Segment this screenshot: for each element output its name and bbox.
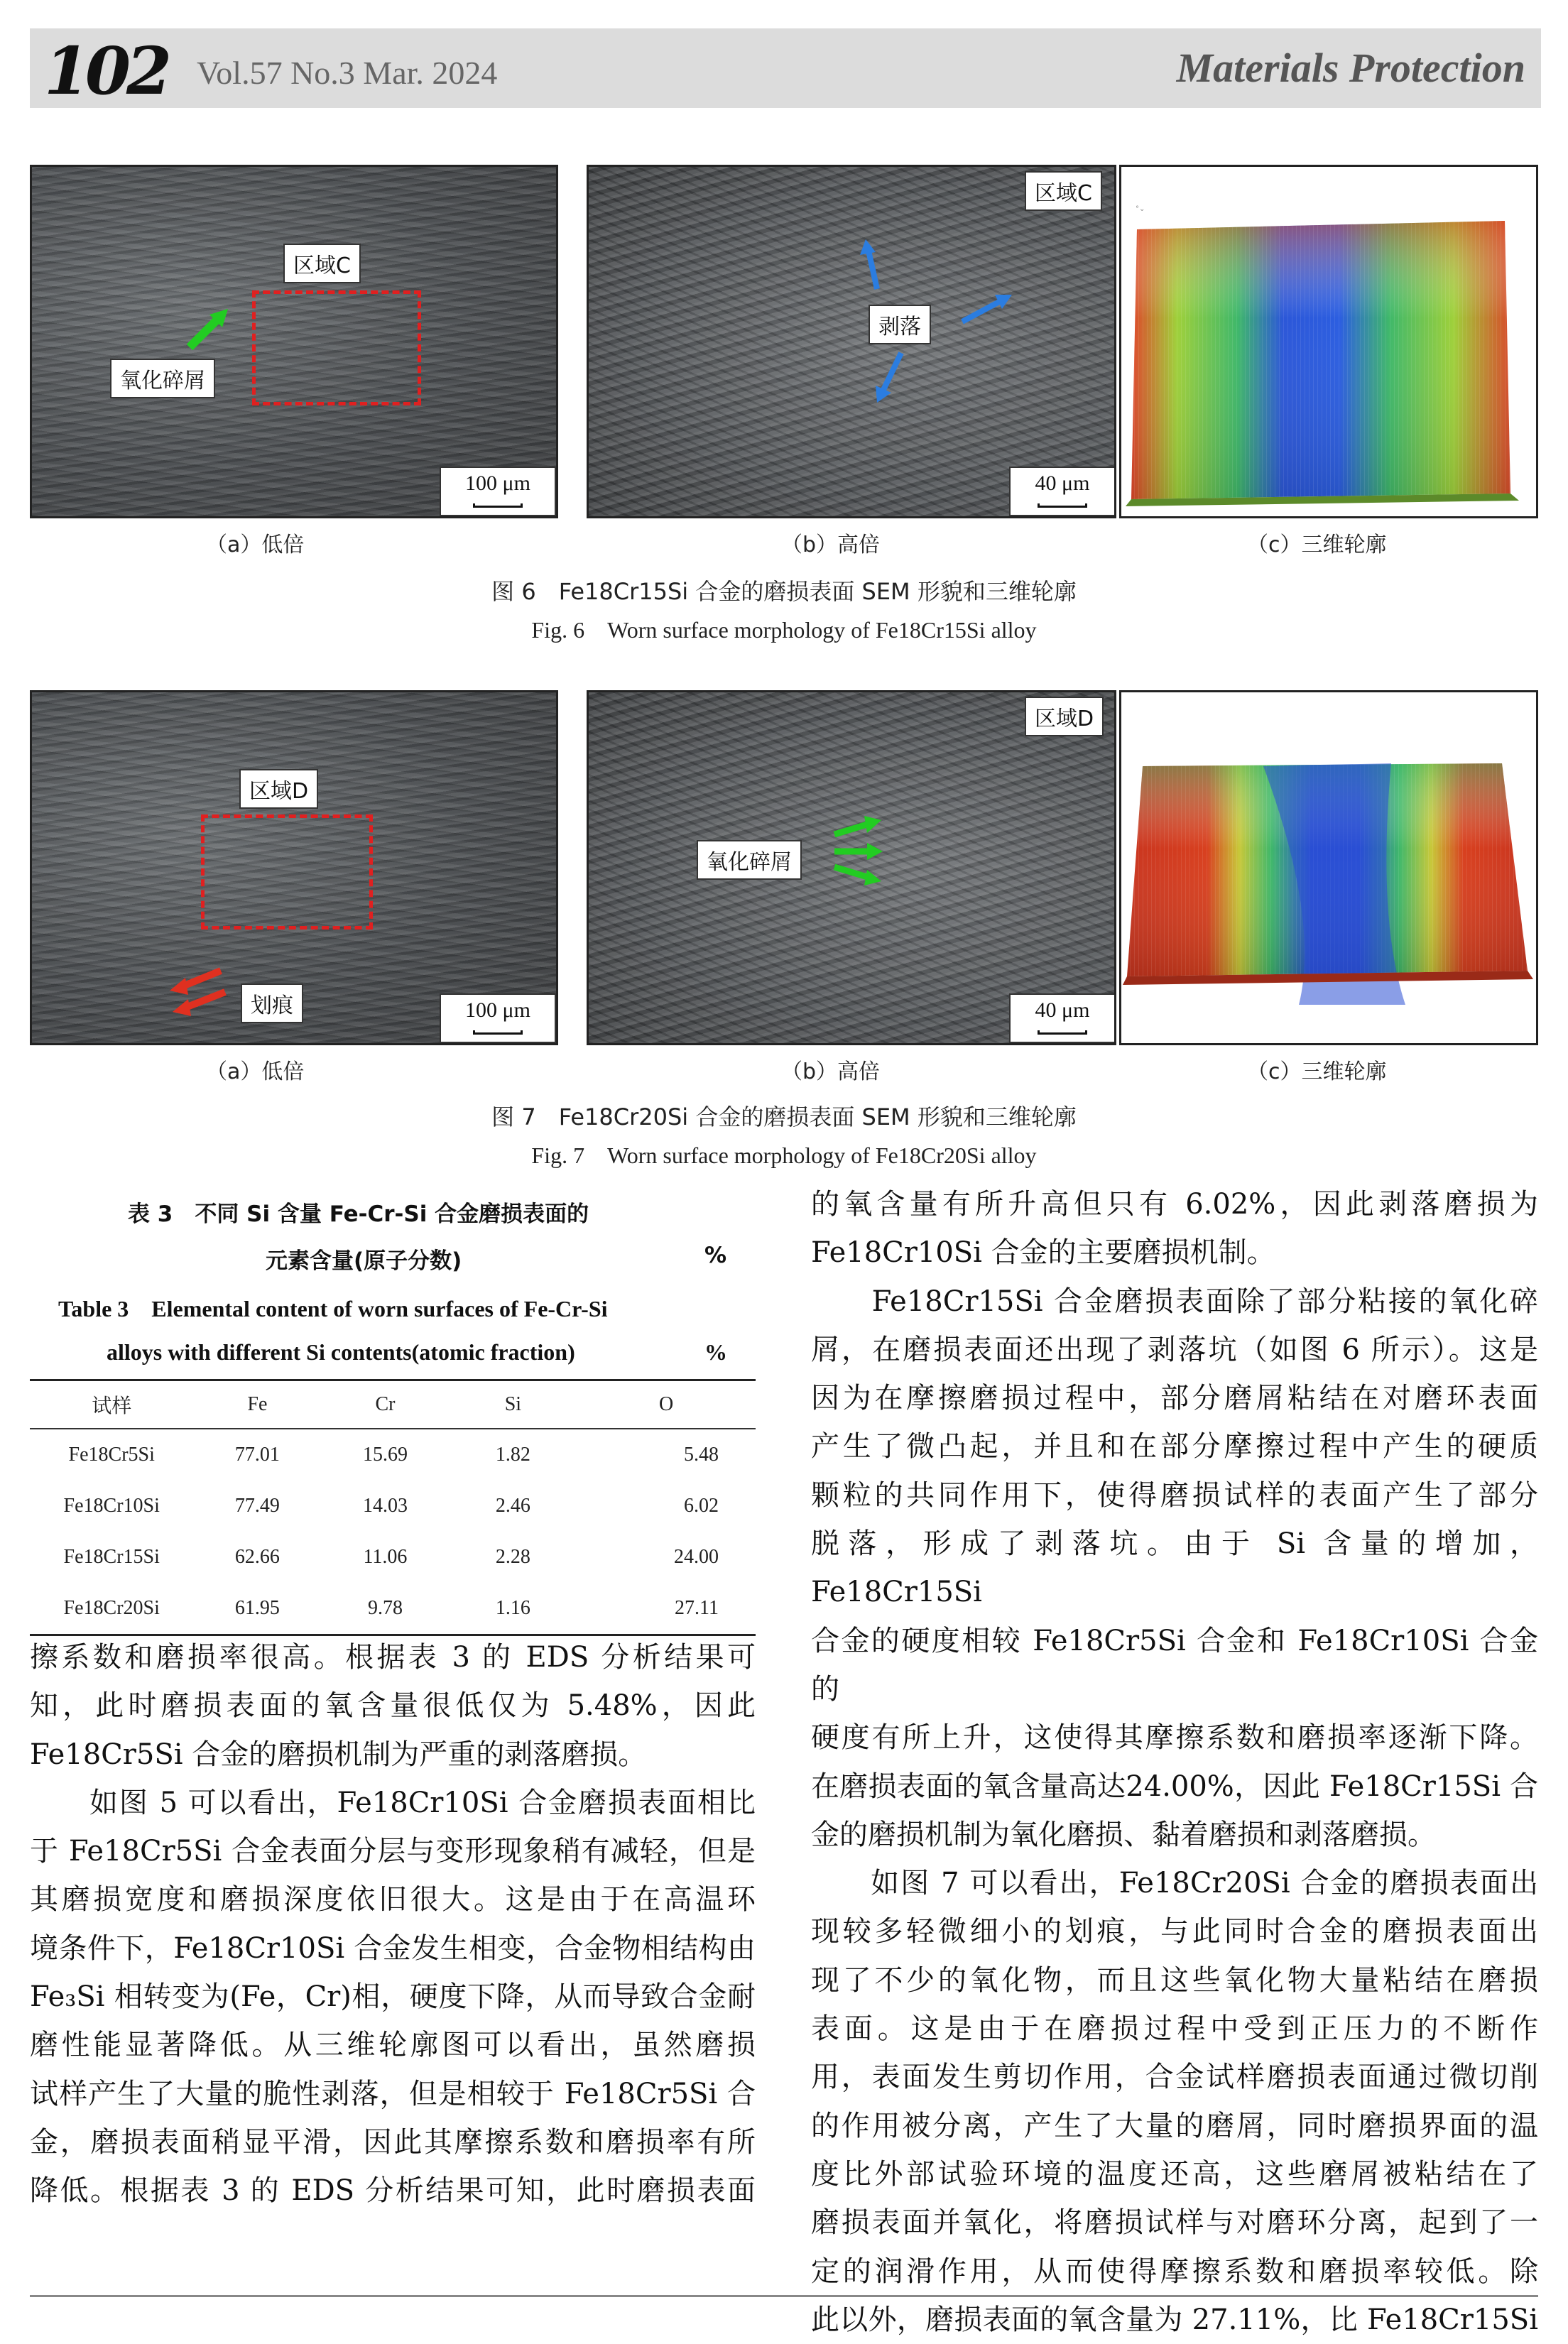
scale-bar xyxy=(1009,467,1116,516)
column-header: Cr xyxy=(321,1381,449,1429)
fig6-panel-c-3d-profile xyxy=(1119,165,1538,518)
running-header xyxy=(30,28,1541,108)
table-cell: 2.28 xyxy=(495,1546,530,1568)
table-row xyxy=(30,1481,756,1532)
table-cell: 61.95 xyxy=(234,1597,280,1619)
text-line: 金的磨损机制为氧化磨损、黏着磨损和剥落磨损。 xyxy=(811,1818,1436,1851)
green-arrow-icon xyxy=(181,302,238,359)
table-cell: 24.00 xyxy=(674,1546,719,1568)
scale-bar-line xyxy=(1038,1030,1087,1035)
scale-bar-text: 100 μm xyxy=(465,998,530,1022)
fig7-sub-caption-a: （a）低倍 xyxy=(206,1059,305,1084)
table3-caption-cn-line1: 表 3 不同 Si 含量 Fe-Cr-Si 合金磨损表面的 xyxy=(128,1201,589,1227)
text-line: 知，此时磨损表面的氧含量很低仅为 5.48%，因此 xyxy=(30,1689,756,1723)
table-cell: Fe18Cr20Si xyxy=(63,1597,160,1619)
blue-arrow-icon xyxy=(859,236,887,293)
region-c-label: 区域C xyxy=(283,244,361,283)
scratch-label: 划痕 xyxy=(241,983,303,1023)
text-line: 其磨损宽度和磨损深度依旧很大。这是由于在高温环 xyxy=(30,1883,756,1917)
fig7-panel-c-3d-profile xyxy=(1119,690,1538,1045)
table-cell: 1.16 xyxy=(495,1597,530,1619)
text-line: 此以外，磨损表面的氧含量为 27.11%，比 Fe18Cr15Si xyxy=(811,2303,1538,2336)
text-line: 磨损表面并氧化，将磨损试样与对磨环分离，起到了一 xyxy=(811,2206,1538,2240)
text-line: 脱落，形成了剥落坑。由于 Si 含量的增加，Fe18Cr15Si xyxy=(811,1527,1538,1609)
region-c-dashed-box xyxy=(252,290,421,405)
paragraph xyxy=(30,1633,756,1779)
table3 xyxy=(30,1379,756,1636)
table-cell: 2.46 xyxy=(495,1495,530,1517)
left-column-text xyxy=(30,1633,756,2215)
blue-arrow-icon xyxy=(873,349,908,405)
oxide-debris-label: 氧化碎屑 xyxy=(110,359,215,398)
table-cell: 9.78 xyxy=(367,1597,403,1619)
table3-unit-en: % xyxy=(704,1339,727,1365)
footer-rule xyxy=(30,2295,1538,2297)
table3-caption-en-line2: alloys with different Si contents(atomic fraction) xyxy=(107,1339,575,1365)
text-line: 擦系数和磨损率很高。根据表 3 的 EDS 分析结果可 xyxy=(30,1641,756,1674)
column-header: 试样 xyxy=(30,1381,193,1429)
scale-bar-text: 40 μm xyxy=(1035,471,1090,495)
text-line: 磨性能显著降低。从三维轮廓图可以看出，虽然磨损 xyxy=(30,2029,756,2062)
text-line: Fe₃Si 相转变为(Fe，Cr)相，硬度下降，从而导致合金耐 xyxy=(30,1980,756,2014)
scale-bar-line xyxy=(473,503,523,508)
fig7-caption-cn: 图 7 Fe18Cr20Si 合金的磨损表面 SEM 形貌和三维轮廓 xyxy=(491,1103,1077,1130)
table3-caption-en-line1: Table 3 Elemental content of worn surfaces of Fe-Cr-Si xyxy=(58,1296,608,1321)
text-line: 用，表面发生剪切作用，合金试样磨损表面通过微切削 xyxy=(811,2061,1538,2094)
text-line: 于 Fe18Cr5Si 合金表面分层与变形现象稍有减轻，但是 xyxy=(30,1835,756,1868)
table-cell: Fe18Cr10Si xyxy=(63,1495,160,1517)
table-row xyxy=(30,1583,756,1634)
text-line: Fe18Cr10Si 合金的主要磨损机制。 xyxy=(811,1236,1275,1270)
text-line: 的氧含量有所升高但只有 6.02%，因此剥落磨损为 xyxy=(811,1188,1538,1221)
text-line: 如图 5 可以看出，Fe18Cr10Si 合金磨损表面相比 xyxy=(30,1786,756,1819)
journal-name: Materials Protection xyxy=(1176,45,1525,91)
region-d-label: 区域D xyxy=(1025,697,1104,736)
text-line: 现了不少的氧化物，而且这些氧化物大量粘结在磨损 xyxy=(811,1963,1538,1997)
page-number: 102 xyxy=(44,33,168,109)
table-cell: Fe18Cr5Si xyxy=(68,1444,155,1466)
text-line: 现较多轻微细小的划痕，与此同时合金的磨损表面出 xyxy=(811,1915,1538,1948)
paragraph xyxy=(811,1859,1538,2344)
scale-bar xyxy=(440,467,556,516)
text-line: 在磨损表面的氧含量高达24.00%，因此 Fe18Cr15Si 合 xyxy=(811,1770,1538,1803)
scale-bar xyxy=(1009,993,1116,1043)
table-cell: 5.48 xyxy=(684,1444,719,1466)
fig6-caption-en: Fig. 6 Worn surface morphology of Fe18Cr15Si alloy xyxy=(531,617,1037,643)
svg-text:°⌄: °⌄ xyxy=(1136,205,1145,213)
table-cell: 77.01 xyxy=(234,1444,280,1466)
column-header: Si xyxy=(449,1381,577,1429)
table-cell: 15.69 xyxy=(362,1444,408,1466)
text-line: 合金的硬度相较 Fe18Cr5Si 合金和 Fe18Cr10Si 合金的 xyxy=(811,1624,1538,1706)
fig6-sub-caption-a: （a）低倍 xyxy=(206,533,305,557)
text-line: 的作用被分离，产生了大量的磨屑，同时磨损界面的温 xyxy=(811,2109,1538,2142)
column-header: Fe xyxy=(193,1381,321,1429)
spalling-label: 剥落 xyxy=(869,305,931,344)
table-cell: 6.02 xyxy=(684,1495,719,1517)
scale-bar-line xyxy=(1038,503,1087,508)
table3-unit-cn: % xyxy=(704,1243,727,1268)
text-line: 境条件下，Fe18Cr10Si 合金发生相变，合金物相结构由 xyxy=(30,1931,756,1965)
fig6-panel-b-sem-image xyxy=(587,165,1116,518)
text-line: 金，磨损表面稍显平滑，因此其摩擦系数和磨损率有所 xyxy=(30,2125,756,2159)
table3-caption-cn-line2: 元素含量(原子分数) xyxy=(266,1248,462,1274)
text-line: 硬度有所上升，这使得其摩擦系数和磨损率逐渐下降。 xyxy=(811,1721,1538,1755)
text-line: Fe18Cr5Si 合金的磨损机制为严重的剥落磨损。 xyxy=(30,1738,647,1771)
table-cell: 62.66 xyxy=(234,1546,280,1568)
column-header: O xyxy=(577,1381,756,1429)
table-row xyxy=(30,1532,756,1583)
text-line: 表面。这是由于在磨损过程中受到正压力的不断作 xyxy=(811,2012,1538,2046)
text-line: 度比外部试验环境的温度还高，这些磨屑被粘结在了 xyxy=(811,2157,1538,2191)
fig7-panel-a-sem-image xyxy=(30,690,558,1045)
table-cell: 14.03 xyxy=(362,1495,408,1517)
fig6-panel-a-sem-image xyxy=(30,165,558,518)
scale-bar xyxy=(440,993,556,1043)
text-line: 屑，在磨损表面还出现了剥落坑（如图 6 所示）。这是 xyxy=(811,1333,1538,1366)
region-c-label: 区域C xyxy=(1025,171,1102,211)
region-d-label: 区域D xyxy=(239,769,318,809)
table-cell: 11.06 xyxy=(363,1546,408,1568)
text-line: Fe18Cr15Si 合金磨损表面除了部分粘接的氧化碎 xyxy=(811,1285,1538,1318)
text-line: 定的润滑作用，从而使得摩擦系数和磨损率较低。除 xyxy=(811,2255,1538,2288)
text-line: 颗粒的共同作用下，使得磨损试样的表面产生了部分 xyxy=(811,1478,1538,1512)
table-cell: 1.82 xyxy=(495,1444,530,1466)
fig7-panel-b-sem-image xyxy=(587,690,1116,1045)
paragraph xyxy=(30,1779,756,2215)
blue-arrow-icon xyxy=(958,292,1015,327)
fig7-sub-caption-b: （b）高倍 xyxy=(781,1059,881,1084)
red-arrow-icon xyxy=(164,962,235,1033)
right-column-text xyxy=(811,1180,1538,2344)
fig6-caption-cn: 图 6 Fe18Cr15Si 合金的磨损表面 SEM 形貌和三维轮廓 xyxy=(491,578,1077,605)
text-line: 如图 7 可以看出，Fe18Cr20Si 合金的磨损表面出 xyxy=(811,1867,1538,1900)
scale-bar-text: 100 μm xyxy=(465,471,530,495)
green-arrow-icon xyxy=(832,810,888,888)
scale-bar-text: 40 μm xyxy=(1035,998,1090,1022)
text-line: 因为在摩擦磨损过程中，部分磨屑粘结在对磨环表面 xyxy=(811,1382,1538,1415)
text-line: 试样产生了大量的脆性剥落，但是相较于 Fe18Cr5Si 合 xyxy=(30,2077,756,2110)
table-cell: 27.11 xyxy=(675,1597,719,1619)
text-line: 降低。根据表 3 的 EDS 分析结果可知，此时磨损表面 xyxy=(30,2174,756,2208)
volume-info: Vol.57 No.3 Mar. 2024 xyxy=(197,55,498,91)
3d-profile-surface xyxy=(1121,692,1536,1043)
fig7-sub-caption-c: （c）三维轮廓 xyxy=(1247,1059,1387,1084)
3d-profile-surface xyxy=(1121,167,1536,516)
oxide-debris-label: 氧化碎屑 xyxy=(697,840,802,880)
scale-bar-line xyxy=(473,1030,523,1035)
fig6-sub-caption-b: （b）高倍 xyxy=(781,533,881,557)
table-cell: 77.49 xyxy=(234,1495,280,1517)
table-row xyxy=(30,1429,756,1481)
text-line: 产生了微凸起，并且和在部分摩擦过程中产生的硬质 xyxy=(811,1430,1538,1463)
paragraph xyxy=(811,1277,1538,1860)
paragraph xyxy=(811,1180,1538,1277)
table-cell: Fe18Cr15Si xyxy=(63,1546,160,1568)
fig7-caption-en: Fig. 7 Worn surface morphology of Fe18Cr20Si alloy xyxy=(531,1143,1037,1168)
table-header-row xyxy=(30,1381,756,1429)
region-d-dashed-box xyxy=(201,814,373,930)
fig6-sub-caption-c: （c）三维轮廓 xyxy=(1247,533,1387,557)
